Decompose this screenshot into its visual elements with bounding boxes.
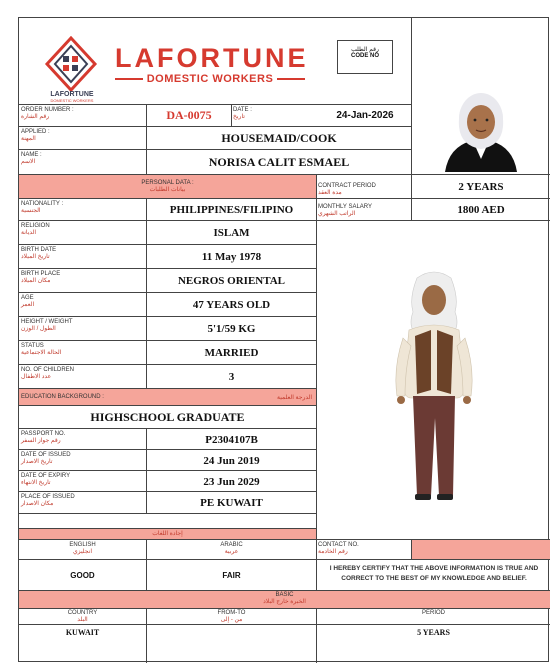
applied-label: APPLIED : المهنة — [21, 129, 50, 142]
languages-label-ar: إجادة اللغات — [152, 531, 183, 537]
company-logo — [41, 36, 101, 98]
personal-row: HEIGHT / WEIGHT الطول / الوزن 5'1/59 KG — [19, 317, 316, 341]
age-value: 47 YEARS OLD — [192, 299, 271, 311]
application-form — [18, 17, 549, 662]
status-value: MARRIED — [204, 347, 259, 359]
logo-caption: LAFORTUNE — [50, 91, 94, 98]
applied-value: HOUSEMAID/COOK — [221, 130, 337, 145]
experience-fromto — [147, 625, 316, 639]
children-value: 3 — [228, 370, 235, 383]
headshot-photo — [421, 89, 541, 172]
tagline-rule-right — [277, 78, 305, 80]
personal-row: BIRTH PLACE مكان الميلاد NEGROS ORIENTAL — [19, 269, 316, 293]
passport-row: DATE OF EXPIRY تاريخ الانتهاء 23 Jun 2029 — [19, 471, 316, 492]
logo-icon — [41, 36, 101, 98]
date-value: 24-Jan-2026 — [336, 110, 394, 121]
tagline-text: DOMESTIC WORKERS — [146, 73, 274, 85]
education-label-ar: الدرجة العلمية — [276, 395, 312, 401]
birth-place-value: NEGROS ORIENTAL — [177, 275, 286, 287]
name-label: NAME : الاسم — [21, 152, 42, 165]
code-no-label-ar: رقم الطلب — [351, 47, 379, 53]
personal-row: BIRTH DATE تاريخ الميلاد 11 May 1978 — [19, 245, 316, 269]
arabic-label: ARABIC عربية — [220, 542, 243, 555]
personal-row: NO. OF CHILDREN عدد الاطفال 3 — [19, 365, 316, 388]
brand-tagline — [115, 73, 305, 85]
personal-row: AGE العمر 47 YEARS OLD — [19, 293, 316, 317]
order-number-value: DA-0075 — [166, 108, 212, 122]
personal-data-title: PERSONAL DATA : بيانات الطلبات — [141, 180, 194, 193]
passport-row: PLACE OF ISSUED مكان الاصدار PE KUWAIT — [19, 492, 316, 513]
birth-date-value: 11 May 1978 — [201, 251, 262, 263]
brand-name: LAFORTUNE — [115, 43, 309, 73]
expiry-date-value: 23 Jun 2029 — [203, 475, 260, 488]
experience-period: 5 YEARS — [417, 627, 450, 637]
logo-subcaption: DOMESTIC WORKERS — [50, 98, 94, 103]
nationality-value: PHILIPPINES/FILIPINO — [169, 204, 294, 216]
contract-period-value: 2 YEARS — [458, 180, 504, 193]
passport-row: PASSPORT NO. رقم جواز السفر P2304107B — [19, 429, 316, 450]
code-no-label: CODE NO — [350, 53, 379, 59]
contract-period-label: CONTRACT PERIOD مدة العقد — [318, 183, 376, 196]
country-col-header: COUNTRY البلد — [67, 610, 98, 623]
fromto-col-header: FROM-TO من - إلى — [217, 610, 246, 623]
contact-label: CONTACT NO. رقم الخادمة — [318, 542, 359, 555]
issue-date-value: 24 Jun 2019 — [203, 454, 260, 467]
personal-row: NATIONALITY : الجنسية PHILIPPINES/FILIPINO — [19, 199, 316, 221]
experience-title: BASIC الخبرة خارج البلاد — [263, 592, 306, 605]
education-value: HIGHSCHOOL GRADUATE — [90, 409, 245, 424]
headshot-figure — [421, 89, 541, 172]
order-number-label: ORDER NUMBER : رقم الشارة — [21, 107, 74, 120]
experience-row — [19, 625, 550, 639]
height-weight-value: 5'1/59 KG — [207, 323, 256, 335]
blank-row — [19, 514, 316, 528]
experience-country: KUWAIT — [65, 627, 100, 637]
full-body-photo — [379, 268, 489, 528]
english-value: GOOD — [70, 570, 95, 580]
name-value: NORISA CALIT ESMAEL — [208, 154, 350, 169]
full-body-figure — [379, 268, 489, 528]
monthly-salary-label: MONTHLY SALARY الراتب الشهري — [318, 204, 373, 217]
date-label: DATE : تاريخ — [233, 107, 252, 120]
issue-place-value: PE KUWAIT — [200, 496, 263, 509]
tagline-rule-left — [115, 78, 143, 80]
passport-row: DATE OF ISSUED تاريخ الاصدار 24 Jun 2019 — [19, 450, 316, 471]
period-col-header: PERIOD — [421, 610, 445, 616]
english-label: ENGLISH انجليزي — [69, 542, 96, 555]
education-label: EDUCATION BACKGROUND : — [21, 394, 104, 400]
religion-value: ISLAM — [213, 227, 250, 239]
code-no-box[interactable] — [337, 40, 393, 74]
personal-fields — [19, 199, 316, 388]
arabic-value: FAIR — [222, 570, 241, 580]
passport-fields — [19, 429, 316, 513]
personal-row: STATUS الحالة الاجتماعية MARRIED — [19, 341, 316, 365]
certification-text: I HEREBY CERTIFY THAT THE ABOVE INFORMATION IS TRUE AND CORRECT TO THE BEST OF MY KNOWLEDGE AND BELIEF. — [329, 565, 539, 582]
monthly-salary-value: 1800 AED — [457, 203, 505, 216]
personal-row: RELIGION الديانة ISLAM — [19, 221, 316, 245]
passport-no-value: P2304107B — [205, 433, 258, 446]
contact-value-box[interactable] — [412, 540, 550, 559]
